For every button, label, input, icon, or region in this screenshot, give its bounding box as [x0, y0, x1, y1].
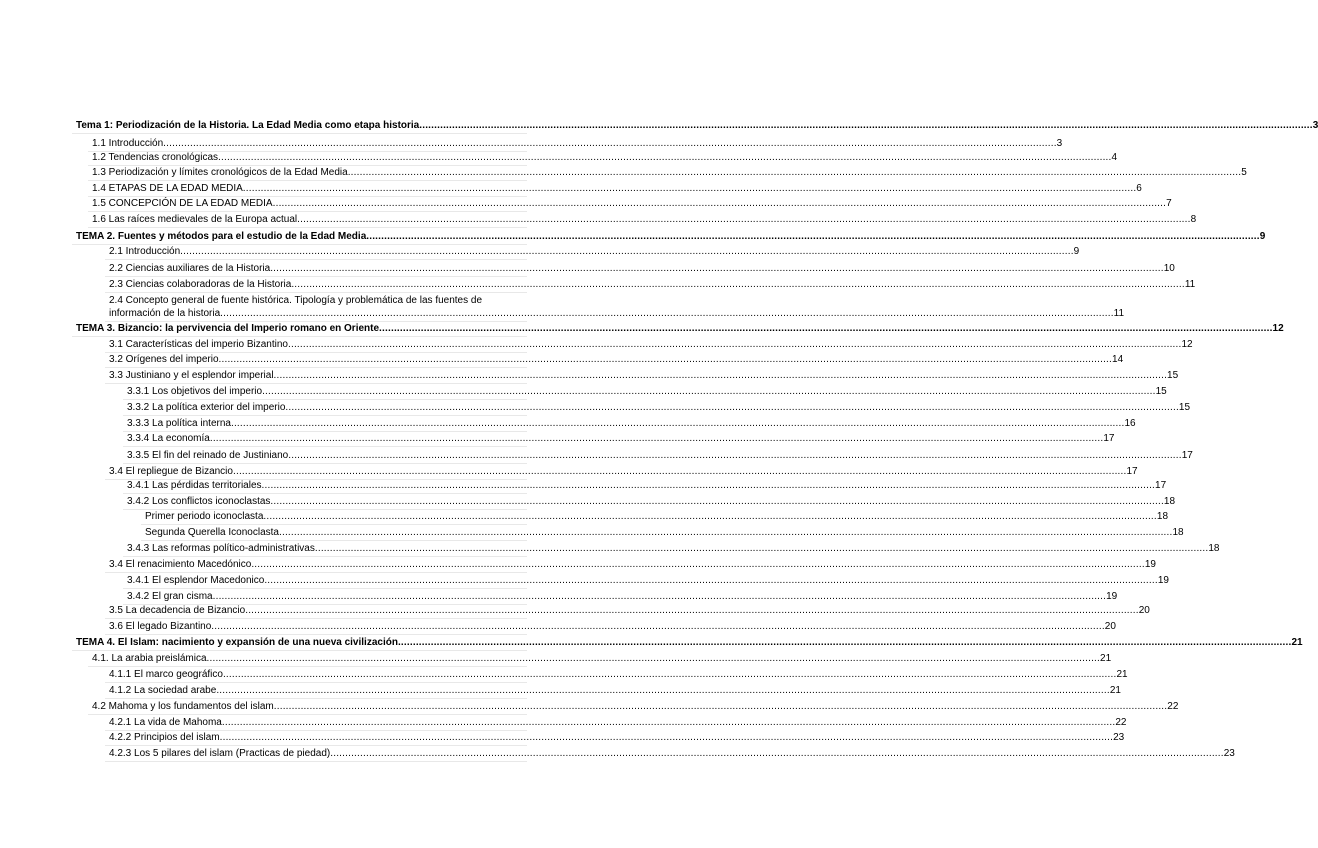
- toc-entry-title: TEMA 4. El Islam: nacimiento y expansión de una nueva civilización: [76, 637, 398, 648]
- toc-entry-page-number: 3: [1312, 120, 1318, 131]
- toc-entry-divider: [72, 336, 527, 337]
- dot-leader: ............................................................................................................................................................................................................................................................................................................: [263, 511, 1157, 522]
- toc-entry-divider: [88, 180, 527, 181]
- toc-entry-page-number: 22: [1167, 701, 1179, 712]
- toc-entry-title: 1.3 Periodización y límites cronológicos de la Edad Media: [92, 167, 348, 178]
- toc-entry-title: 3.3.5 El fin del reinado de Justiniano: [127, 450, 289, 461]
- toc-entry-page-number: 11: [1184, 279, 1196, 290]
- toc-entry-page-number: 15: [1155, 386, 1167, 397]
- dot-leader: ............................................................................................................................................................................................................................................................................................................: [251, 559, 1145, 570]
- toc-entry-title: 1.4 ETAPAS DE LA EDAD MEDIA: [92, 183, 243, 194]
- dot-leader: ............................................................................................................................................................................................................................................................................................................: [314, 543, 1209, 554]
- toc-entry-page-number: 17: [1155, 480, 1167, 491]
- toc-entry-divider: [72, 650, 527, 651]
- toc-entry-title: 3.4.1 Las pérdidas territoriales: [127, 480, 262, 491]
- toc-entry-page-number: 9: [1073, 246, 1080, 257]
- toc-entry-title: 1.2 Tendencias cronológicas: [92, 152, 219, 163]
- dot-leader: ............................................................................................................................................................................................................................................................................................................: [222, 669, 1117, 680]
- toc-entry-page-number: 18: [1208, 543, 1220, 554]
- toc-entry-page-number: 19: [1157, 575, 1169, 586]
- toc-entry-page-number: 19: [1106, 591, 1118, 602]
- toc-entry-divider: [105, 698, 527, 699]
- toc-entry-title: Segunda Querella Iconoclasta: [145, 527, 279, 538]
- toc-entry-page-number: 10: [1163, 263, 1175, 274]
- toc-entry-divider: [123, 463, 527, 464]
- toc-entry-page-number: 21: [1100, 653, 1112, 664]
- toc-entry-divider: [123, 415, 527, 416]
- toc-entry-divider: [123, 493, 527, 494]
- dot-leader: ............................................................................................................................................................................................................................................................................................................: [297, 214, 1191, 225]
- dot-leader: ............................................................................................................................................................................................................................................................................................................: [211, 621, 1105, 632]
- toc-entry-divider: [105, 634, 527, 635]
- toc-entry-title: 4.1.1 El marco geográfico: [109, 669, 223, 680]
- toc-entry-divider: [105, 292, 527, 293]
- toc-entry-divider: [105, 276, 527, 277]
- toc-entry-divider: [105, 259, 527, 260]
- dot-leader: ............................................................................................................................................................................................................................................................................................................: [262, 386, 1156, 397]
- toc-entry-title: 3.4.3 Las reformas político-administrativas: [127, 543, 315, 554]
- dot-leader: ............................................................................................................................................................................................................................................................................................................: [221, 717, 1116, 728]
- toc-entry-page-number: 15: [1167, 370, 1179, 381]
- toc-entry-title: 3.4.2 El gran cisma: [127, 591, 213, 602]
- toc-entry-page-number: 17: [1126, 466, 1138, 477]
- toc-entry-page-number: 22: [1115, 717, 1127, 728]
- toc-entry-title: 3.3 Justiniano y el esplendor imperial: [109, 370, 274, 381]
- toc-entry-title-line1: 2.4 Concepto general de fuente histórica. Tipología y problemática de las fuentes de: [109, 295, 483, 306]
- toc-entry-divider: [123, 399, 527, 400]
- toc-entry-title: 3.4 El repliegue de Bizancio: [109, 466, 233, 477]
- toc-entry-divider: [105, 367, 527, 368]
- toc-entry-title: 3.3.4 La economía: [127, 433, 210, 444]
- toc-entry-title: 3.4 El renacimiento Macedónico: [109, 559, 252, 570]
- toc-entry-page-number: 20: [1138, 605, 1150, 616]
- toc-entry-title: 2.1 Introducción: [109, 246, 181, 257]
- toc-entry-title: 3.3.2 La política exterior del imperio: [127, 402, 286, 413]
- dot-leader: ............................................................................................................................................................................................................................................................................................................: [212, 591, 1107, 602]
- toc-entry-title: 2.3 Ciencias colaboradoras de la Historia: [109, 279, 292, 290]
- toc-entry-page-number: 23: [1113, 732, 1125, 743]
- dot-leader: ............................................................................................................................................................................................................................................................................................................: [230, 418, 1125, 429]
- dot-leader: ............................................................................................................................................................................................................................................................................................................: [379, 323, 1273, 334]
- dot-leader: ............................................................................................................................................................................................................................................................................................................: [397, 637, 1292, 648]
- toc-entry-title: 4.2.3 Los 5 pilares del islam (Practicas de piedad): [109, 748, 331, 759]
- dot-leader: ............................................................................................................................................................................................................................................................................................................: [273, 701, 1168, 712]
- toc-entry-page-number: 16: [1124, 418, 1136, 429]
- toc-entry-page-number: 5: [1241, 167, 1247, 178]
- toc-entry-title: 1.6 Las raíces medievales de la Europa actual: [92, 214, 298, 225]
- toc-entry-title: 3.4.2 Los conflictos iconoclastas: [127, 496, 271, 507]
- toc-entry-divider: [141, 540, 527, 541]
- toc-entry-title: 3.5 La decadencia de Bizancio: [109, 605, 246, 616]
- dot-leader: ............................................................................................................................................................................................................................................................................................................: [288, 450, 1182, 461]
- toc-entry-page-number: 14: [1112, 354, 1124, 365]
- toc-entry-page-number: 12: [1272, 323, 1284, 334]
- toc-entry-title: Tema 1: Periodización de la Historia. La Edad Media como etapa historia: [76, 120, 420, 131]
- toc-entry-page-number: 3: [1056, 138, 1063, 149]
- toc-entry-title: 2.2 Ciencias auxiliares de la Historia: [109, 263, 271, 274]
- toc-entry-divider: [72, 133, 527, 134]
- dot-leader: ............................................................................................................................................................................................................................................................................................................: [216, 685, 1110, 696]
- toc-entry-divider: [105, 761, 527, 762]
- dot-leader: ............................................................................................................................................................................................................................................................................................................: [291, 279, 1185, 290]
- dot-leader: ............................................................................................................................................................................................................................................................................................................: [206, 653, 1101, 664]
- toc-entry-title: Primer periodo iconoclasta: [145, 511, 264, 522]
- toc-entry-page-number: 18: [1163, 496, 1176, 507]
- dot-leader: ............................................................................................................................................................................................................................................................................................................: [245, 605, 1139, 616]
- dot-leader: ............................................................................................................................................................................................................................................................................................................: [366, 231, 1260, 242]
- toc-entry-title: 1.1 Introducción: [92, 138, 164, 149]
- toc-entry-divider: [105, 383, 527, 384]
- toc-entry-page-number: 21: [1109, 685, 1121, 696]
- dot-leader: ............................................................................................................................................................................................................................................................................................................: [218, 354, 1113, 365]
- toc-entry-page-number: 21: [1291, 637, 1303, 648]
- dot-leader: ............................................................................................................................................................................................................................................................................................................: [261, 480, 1156, 491]
- dot-leader: ............................................................................................................................................................................................................................................................................................................: [285, 402, 1179, 413]
- toc-entry-page-number: 12: [1181, 339, 1193, 350]
- dot-leader: ............................................................................................................................................................................................................................................................................................................: [264, 575, 1158, 586]
- dot-leader: ............................................................................................................................................................................................................................................................................................................: [163, 138, 1057, 149]
- toc-entry-divider: [105, 572, 527, 573]
- toc-entry-page-number: 6: [1136, 183, 1142, 194]
- toc-entry-divider: [88, 666, 527, 667]
- dot-leader: ............................................................................................................................................................................................................................................................................................................: [273, 370, 1168, 381]
- dot-leader: ............................................................................................................................................................................................................................................................................................................: [242, 183, 1137, 194]
- dot-leader: ............................................................................................................................................................................................................................................................................................................: [419, 120, 1313, 131]
- toc-entry-page-number: 19: [1144, 559, 1156, 570]
- dot-leader: ............................................................................................................................................................................................................................................................................................................: [270, 263, 1164, 274]
- toc-entry-page-number: 20: [1104, 621, 1116, 632]
- dot-leader: ............................................................................................................................................................................................................................................................................................................: [278, 527, 1173, 538]
- toc-entry-divider: [88, 227, 527, 228]
- dot-leader: ............................................................................................................................................................................................................................................................................................................: [220, 308, 1114, 319]
- toc-entry-title: 4.2.2 Principios del islam: [109, 732, 220, 743]
- toc-entry-page-number: 8: [1190, 214, 1197, 225]
- dot-leader: ............................................................................................................................................................................................................................................................................................................: [347, 167, 1242, 178]
- toc-entry-page-number: 18: [1172, 527, 1184, 538]
- toc-entry-title: 4.1.2 La sociedad arabe: [109, 685, 217, 696]
- toc-entry-page-number: 23: [1223, 748, 1235, 759]
- toc-entry-title: 3.2 Orígenes del imperio: [109, 354, 219, 365]
- toc-entry-title: información de la historia: [109, 308, 221, 319]
- dot-leader: ............................................................................................................................................................................................................................................................................................................: [330, 748, 1224, 759]
- toc-entry-title: 3.4.1 El esplendor Macedonico: [127, 575, 265, 586]
- toc-entry-divider: [105, 682, 527, 683]
- dot-leader: ............................................................................................................................................................................................................................................................................................................: [209, 433, 1104, 444]
- toc-entry-title: 3.3.3 La política interna: [127, 418, 231, 429]
- toc-entry-divider: [88, 714, 527, 715]
- toc-entry-page-number: 21: [1116, 669, 1128, 680]
- toc-entry-page-number: 17: [1181, 450, 1193, 461]
- toc-entry-page-number: 11: [1113, 308, 1125, 319]
- toc-entry-divider: [123, 588, 527, 589]
- dot-leader: ............................................................................................................................................................................................................................................................................................................: [287, 339, 1182, 350]
- toc-entry-page-number: 7: [1166, 198, 1172, 209]
- toc-entry-divider: [141, 524, 527, 525]
- toc-entry-divider: [105, 745, 527, 746]
- toc-entry-title: 4.1. La arabia preislámica: [92, 653, 207, 664]
- toc-entry-page-number: 4: [1111, 152, 1118, 163]
- toc-entry-title: 3.3.1 Los objetivos del imperio: [127, 386, 263, 397]
- toc-entry-divider: [88, 211, 527, 212]
- toc-entry-title: 3.1 Características del imperio Bizantino: [109, 339, 288, 350]
- toc-entry-page-number: 17: [1103, 433, 1115, 444]
- toc-entry-title: 1.5 CONCEPCIÓN DE LA EDAD MEDIA: [92, 198, 273, 209]
- dot-leader: ............................................................................................................................................................................................................................................................................................................: [180, 246, 1074, 257]
- toc-entry-divider: [105, 618, 527, 619]
- dot-leader: ............................................................................................................................................................................................................................................................................................................: [270, 496, 1164, 507]
- dot-leader: ............................................................................................................................................................................................................................................................................................................: [219, 732, 1114, 743]
- dot-leader: ............................................................................................................................................................................................................................................................................................................: [218, 152, 1112, 163]
- dot-leader: ............................................................................................................................................................................................................................................................................................................: [272, 198, 1167, 209]
- toc-entry-title: TEMA 3. Bizancio: la pervivencia del Imperio romano en Oriente: [76, 323, 380, 334]
- toc-entry-page-number: 9: [1259, 231, 1266, 242]
- toc-entry-page-number: 18: [1156, 511, 1169, 522]
- toc-entry-title: 4.2 Mahoma y los fundamentos del islam: [92, 701, 274, 712]
- toc-entry-page-number: 15: [1178, 402, 1191, 413]
- toc-entry-divider: [123, 556, 527, 557]
- toc-entry-title: 3.6 El legado Bizantino: [109, 621, 212, 632]
- dot-leader: ............................................................................................................................................................................................................................................................................................................: [232, 466, 1127, 477]
- toc-entry-title: TEMA 2. Fuentes y métodos para el estudio de la Edad Media: [76, 231, 367, 242]
- toc-entry-title: 4.2.1 La vida de Mahoma: [109, 717, 222, 728]
- toc-entry-divider: [123, 446, 527, 447]
